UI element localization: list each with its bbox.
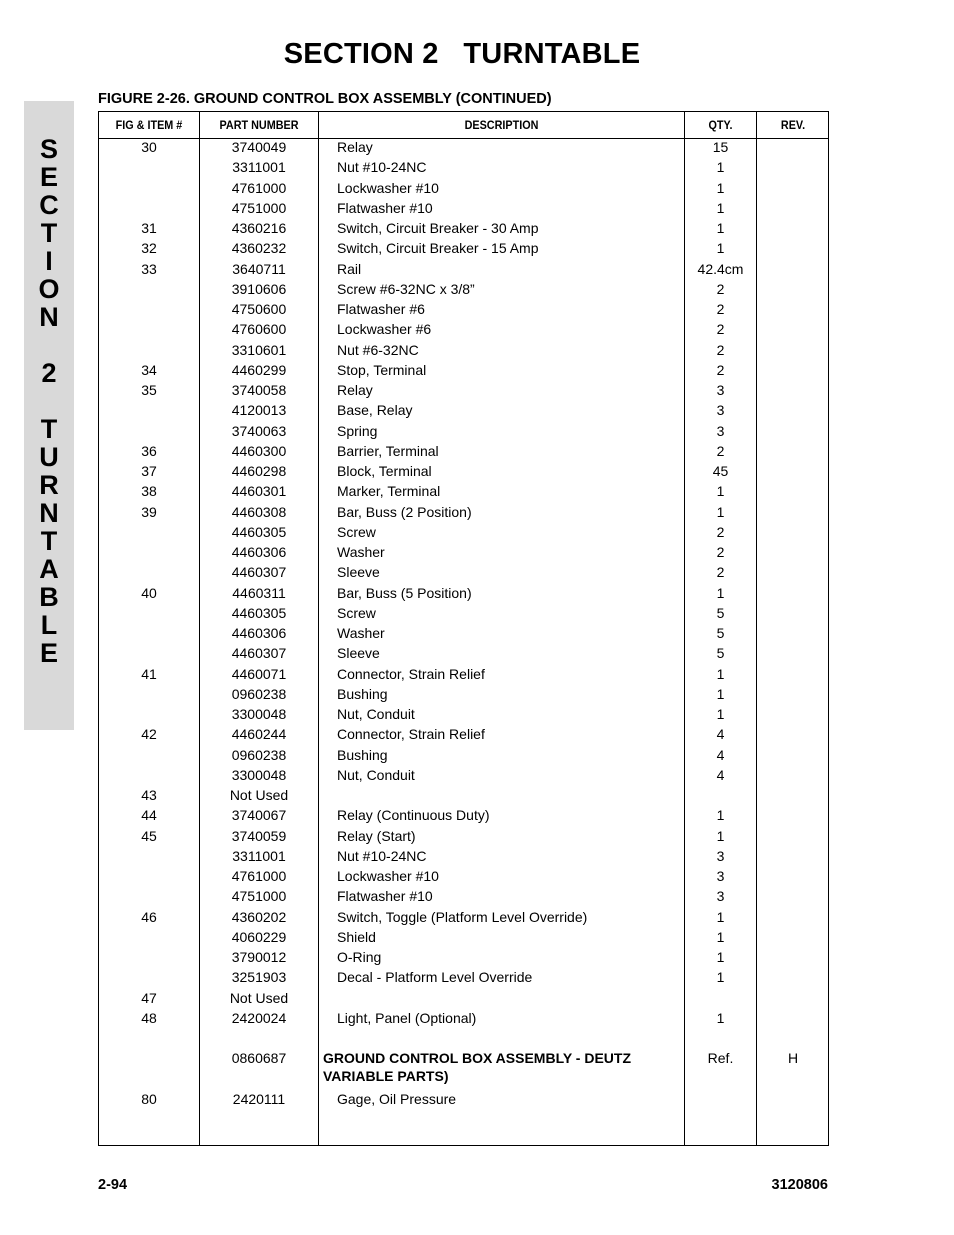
- description-cell: Block, Terminal: [337, 463, 432, 479]
- part-number-cell: 3790012: [231, 949, 287, 965]
- side-tab-letter: T: [40, 218, 58, 248]
- qty-cell: 1: [716, 908, 725, 925]
- fig-item-cell: 32: [141, 240, 157, 257]
- part-number-cell: 0960238: [231, 746, 287, 763]
- qty-cell: 1: [716, 199, 725, 216]
- part-number-cell: 3310601: [231, 341, 287, 358]
- part-number-cell: 4360202: [231, 908, 287, 925]
- description-cell: Gage, Oil Pressure: [337, 1090, 457, 1107]
- description-cell: Nut #10-24NC: [337, 159, 427, 176]
- qty-cell: 3: [716, 382, 725, 398]
- fig-item-cell: 37: [141, 463, 157, 479]
- qty-cell: Ref.: [707, 1050, 734, 1067]
- part-number-cell: 4360216: [231, 220, 287, 236]
- part-number-cell: 4460300: [231, 442, 287, 459]
- description-cell: Bushing: [337, 746, 388, 763]
- part-number-cell: 3251903: [231, 969, 287, 986]
- fig-item-cell: 42: [141, 726, 157, 743]
- part-number-cell: 4460305: [231, 523, 287, 540]
- fig-item-cell: 44: [141, 807, 157, 824]
- qty-cell: 1: [716, 483, 725, 500]
- side-tab-letter: A: [39, 554, 59, 584]
- description-cell: Bar, Buss (2 Position): [337, 503, 472, 520]
- part-number-cell: 4761000: [231, 179, 287, 196]
- side-tab-letter: R: [39, 470, 59, 500]
- part-number-cell: 4460308: [231, 503, 287, 520]
- header-rev: REV.: [780, 118, 806, 132]
- part-number-cell: 3740059: [231, 827, 287, 844]
- qty-cell: 1: [716, 807, 725, 824]
- qty-cell: 4: [716, 726, 725, 743]
- part-number-cell: 4460299: [231, 361, 287, 378]
- part-number-cell: Not Used: [229, 787, 289, 803]
- part-number-cell: 4460305: [231, 604, 287, 621]
- side-tab-letter: L: [40, 610, 58, 640]
- fig-item-cell: 39: [141, 503, 157, 520]
- part-number-cell: 3311001: [232, 159, 286, 176]
- description-cell: Lockwasher #10: [337, 868, 439, 884]
- qty-cell: 1: [716, 949, 725, 965]
- part-number-cell: 4751000: [231, 888, 287, 905]
- side-tab-letter: E: [39, 162, 58, 192]
- side-tab-letter: O: [38, 274, 60, 304]
- description-cell: Lockwasher #6: [337, 321, 432, 338]
- qty-cell: 1: [716, 928, 725, 945]
- part-number-cell: 3740049: [231, 139, 287, 155]
- qty-cell: 1: [716, 220, 725, 236]
- part-number-cell: 4460244: [231, 726, 287, 743]
- qty-cell: 2: [716, 442, 725, 459]
- qty-cell: 2: [716, 321, 725, 338]
- qty-cell: 15: [712, 139, 729, 155]
- part-number-cell: 4060229: [231, 928, 287, 945]
- description-cell: Relay: [337, 382, 373, 398]
- part-number-cell: 2420111: [232, 1090, 286, 1107]
- description-cell: Connector, Strain Relief: [337, 726, 485, 743]
- description-cell: Lockwasher #10: [337, 179, 439, 196]
- fig-item-cell: 43: [141, 787, 157, 803]
- qty-cell: 3: [716, 402, 725, 419]
- column-divider: [318, 112, 319, 1145]
- description-cell: Screw: [337, 604, 376, 621]
- side-tab-letter: S: [39, 134, 58, 164]
- fig-item-cell: 34: [141, 361, 157, 378]
- qty-cell: 3: [716, 888, 725, 905]
- part-number-cell: 3740067: [231, 807, 287, 824]
- fig-item-cell: 45: [141, 827, 157, 844]
- fig-item-cell: 30: [141, 139, 157, 155]
- description-cell: Bushing: [337, 685, 388, 702]
- part-number-cell: 4460306: [231, 544, 287, 560]
- fig-item-cell: 40: [141, 584, 157, 601]
- side-tab-letter: E: [39, 638, 58, 668]
- part-number-cell: 4460311: [232, 584, 286, 601]
- part-number-cell: 4120013: [231, 402, 287, 419]
- fig-item-cell: 31: [141, 220, 157, 236]
- page-title: SECTION 2 TURNTABLE: [283, 38, 641, 70]
- description-cell: Washer: [337, 544, 385, 560]
- header-part-number: PART NUMBER: [219, 118, 299, 132]
- qty-cell: 3: [716, 422, 725, 439]
- part-number-cell: 4460071: [231, 665, 287, 682]
- qty-cell: 1: [716, 179, 725, 196]
- description-cell: Screw #6-32NC x 3/8”: [337, 280, 475, 297]
- description-cell: Stop, Terminal: [337, 361, 427, 378]
- qty-cell: 1: [716, 665, 725, 682]
- description-cell: Light, Panel (Optional): [337, 1009, 477, 1026]
- part-number-cell: 3311001: [232, 847, 286, 864]
- description-cell: Washer: [337, 625, 385, 641]
- description-cell: Connector, Strain Relief: [337, 665, 485, 682]
- description-cell: Bar, Buss (5 Position): [337, 584, 472, 601]
- part-number-cell: 3300048: [231, 766, 287, 783]
- qty-cell: 5: [716, 604, 725, 621]
- qty-cell: 2: [716, 301, 725, 317]
- description-cell: Barrier, Terminal: [337, 442, 439, 459]
- part-number-cell: 4360232: [231, 240, 287, 257]
- description-cell: Shield: [337, 928, 376, 945]
- qty-cell: 1: [716, 240, 725, 257]
- document-number: 3120806: [771, 1177, 828, 1193]
- fig-item-cell: 33: [141, 260, 157, 277]
- qty-cell: 2: [716, 341, 725, 358]
- qty-cell: 1: [716, 706, 725, 722]
- part-number-cell: 4460306: [231, 625, 287, 641]
- page-number: 2-94: [98, 1177, 128, 1193]
- description-cell: Decal - Platform Level Override: [337, 969, 533, 986]
- part-number-cell: Not Used: [229, 989, 289, 1006]
- qty-cell: 45: [712, 463, 729, 479]
- fig-item-cell: 80: [141, 1090, 157, 1107]
- table-header: [99, 112, 828, 139]
- qty-cell: 1: [716, 584, 725, 601]
- part-number-cell: 2420024: [231, 1009, 287, 1026]
- section-side-tab: [24, 101, 74, 730]
- fig-item-cell: 41: [141, 665, 157, 682]
- part-number-cell: 0860687: [231, 1050, 287, 1067]
- description-cell: Switch, Toggle (Platform Level Override): [337, 908, 588, 925]
- side-tab-letter: T: [40, 414, 58, 444]
- column-divider: [756, 112, 757, 1145]
- qty-cell: 3: [716, 847, 725, 864]
- description-cell: Nut, Conduit: [337, 706, 415, 722]
- rev-cell: H: [787, 1050, 799, 1067]
- side-tab-letter: I: [45, 246, 53, 276]
- part-number-cell: 3740063: [231, 422, 287, 439]
- part-number-cell: 3300048: [231, 706, 287, 722]
- qty-cell: 2: [716, 361, 725, 378]
- description-cell: Flatwasher #6: [337, 301, 425, 317]
- part-number-cell: 4761000: [231, 868, 287, 884]
- figure-title: FIGURE 2-26. GROUND CONTROL BOX ASSEMBLY (CONTINUED): [98, 91, 552, 107]
- side-tab-letter: U: [39, 442, 59, 472]
- fig-item-cell: 38: [141, 483, 157, 500]
- header-qty: QTY.: [708, 118, 733, 132]
- qty-cell: 42.4cm: [697, 260, 744, 277]
- description-cell: Rail: [337, 260, 362, 277]
- part-number-cell: 3640711: [232, 260, 286, 277]
- fig-item-cell: 48: [141, 1009, 157, 1026]
- description-cell: Relay: [337, 139, 373, 155]
- side-tab-letter: T: [40, 526, 58, 556]
- header-fig-item: FIG & ITEM #: [115, 118, 183, 132]
- part-number-cell: 4460307: [231, 645, 287, 662]
- qty-cell: 5: [716, 645, 725, 662]
- description-cell: Flatwasher #10: [337, 199, 433, 216]
- description-line: VARIABLE PARTS): [323, 1068, 449, 1085]
- side-tab-letter: C: [39, 190, 59, 220]
- description-cell: Relay (Start): [337, 827, 416, 844]
- parts-table: [98, 111, 829, 1146]
- part-number-cell: 4750600: [231, 301, 287, 317]
- fig-item-cell: 47: [141, 989, 157, 1006]
- description-cell: Spring: [337, 422, 378, 439]
- description-cell: Switch, Circuit Breaker - 30 Amp: [337, 220, 539, 236]
- part-number-cell: 4460307: [231, 564, 287, 581]
- qty-cell: 2: [716, 280, 725, 297]
- description-cell: Base, Relay: [337, 402, 413, 419]
- fig-item-cell: 46: [141, 908, 157, 925]
- side-tab-letter: 2: [41, 358, 57, 388]
- qty-cell: 5: [716, 625, 725, 641]
- description-cell: [323, 1049, 673, 1085]
- description-cell: O-Ring: [337, 949, 382, 965]
- qty-cell: 2: [716, 523, 725, 540]
- side-tab-letter: N: [39, 302, 59, 332]
- side-tab-letter: B: [39, 582, 59, 612]
- qty-cell: 3: [716, 868, 725, 884]
- description-cell: Flatwasher #10: [337, 888, 433, 905]
- qty-cell: 4: [716, 746, 725, 763]
- fig-item-cell: 35: [141, 382, 157, 398]
- qty-cell: 2: [716, 544, 725, 560]
- description-cell: Sleeve: [337, 564, 380, 581]
- qty-cell: 1: [716, 685, 725, 702]
- side-tab-letter: N: [39, 498, 59, 528]
- description-line: GROUND CONTROL BOX ASSEMBLY - DEUTZ: [323, 1050, 632, 1067]
- qty-cell: 1: [716, 159, 725, 176]
- qty-cell: 2: [716, 564, 725, 581]
- header-description: DESCRIPTION: [464, 118, 539, 132]
- part-number-cell: 0960238: [231, 685, 287, 702]
- part-number-cell: 4760600: [231, 321, 287, 338]
- description-cell: Sleeve: [337, 645, 380, 662]
- part-number-cell: 4460301: [231, 483, 287, 500]
- part-number-cell: 3910606: [231, 280, 287, 297]
- description-cell: Nut, Conduit: [337, 766, 415, 783]
- qty-cell: 4: [716, 766, 725, 783]
- description-cell: Marker, Terminal: [337, 483, 441, 500]
- qty-cell: 1: [716, 1009, 725, 1026]
- qty-cell: 1: [716, 503, 725, 520]
- description-cell: Relay (Continuous Duty): [337, 807, 490, 824]
- description-cell: Switch, Circuit Breaker - 15 Amp: [337, 240, 539, 257]
- description-cell: Nut #6-32NC: [337, 341, 419, 358]
- part-number-cell: 4460298: [231, 463, 287, 479]
- description-cell: Screw: [337, 523, 376, 540]
- description-cell: Nut #10-24NC: [337, 847, 427, 864]
- qty-cell: 1: [716, 827, 725, 844]
- part-number-cell: 4751000: [231, 199, 287, 216]
- fig-item-cell: 36: [141, 442, 157, 459]
- part-number-cell: 3740058: [231, 382, 287, 398]
- qty-cell: 1: [716, 969, 725, 986]
